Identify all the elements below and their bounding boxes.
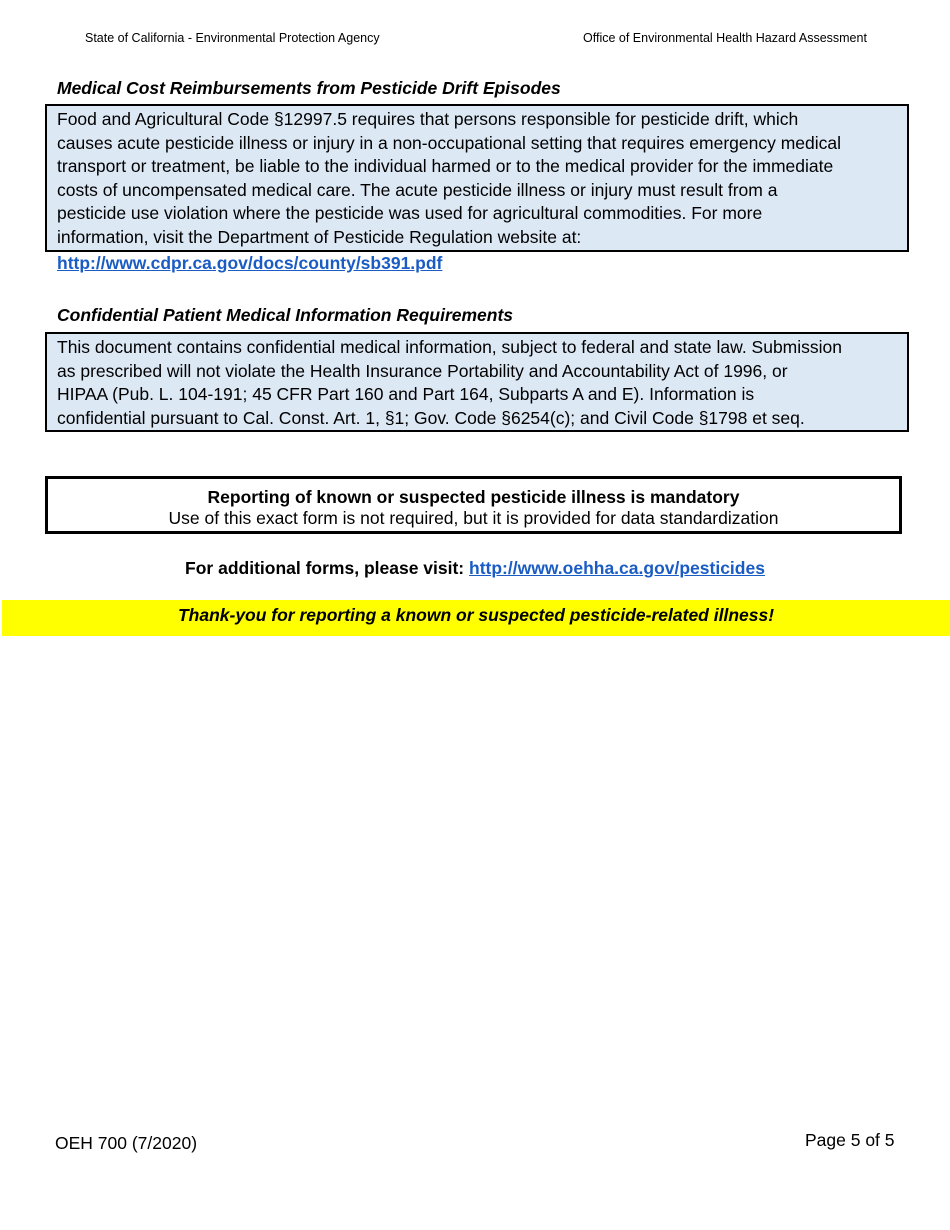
mandatory-subtitle: Use of this exact form is not required, but it is provided for data standardization bbox=[168, 508, 779, 528]
drift-section-title: Medical Cost Reimbursements from Pesticide Drift Episodes bbox=[57, 78, 561, 98]
confidential-section-title: Confidential Patient Medical Information Requirements bbox=[57, 305, 514, 325]
drift-line: costs of uncompensated medical care. The acute pesticide illness or injury must result from a bbox=[57, 179, 778, 200]
drift-info-box bbox=[45, 104, 909, 252]
page-number: Page 5 of 5 bbox=[805, 1130, 895, 1150]
drift-line: Food and Agricultural Code §12997.5 requires that persons responsible for pesticide drift, which bbox=[57, 109, 799, 129]
drift-line: information, visit the Department of Pesticide Regulation website at: bbox=[57, 226, 582, 247]
oehha-link[interactable]: http://www.oehha.ca.gov/pesticides bbox=[469, 558, 765, 578]
mandatory-reporting-box bbox=[45, 476, 902, 534]
additional-forms-line bbox=[0, 558, 950, 579]
confidential-line: HIPAA (Pub. L. 104-191; 45 CFR Part 160 and Part 164, Subparts A and E). Information is bbox=[57, 384, 755, 405]
form-number: OEH 700 (7/2020) bbox=[55, 1133, 198, 1153]
thank-you-banner: Thank-you for reporting a known or suspected pesticide-related illness! bbox=[2, 600, 950, 636]
header-agency: State of California - Environmental Protection Agency bbox=[85, 31, 380, 45]
header-office: Office of Environmental Health Hazard Assessment bbox=[583, 31, 867, 45]
confidential-info-box bbox=[45, 332, 909, 432]
drift-line: causes acute pesticide illness or injury in a non-occupational setting that requires emergency medical bbox=[57, 132, 842, 153]
confidential-line: This document contains confidential medical information, subject to federal and state law. Submission bbox=[57, 337, 843, 357]
mandatory-title: Reporting of known or suspected pesticide illness is mandatory bbox=[207, 487, 740, 507]
confidential-line: confidential pursuant to Cal. Const. Art. 1, §1; Gov. Code §6254(c); and Civil Code §1798 et seq. bbox=[57, 407, 805, 428]
cdpr-link[interactable]: http://www.cdpr.ca.gov/docs/county/sb391.pdf bbox=[57, 253, 443, 273]
additional-forms-label: For additional forms, please visit: bbox=[185, 558, 465, 578]
drift-line: pesticide use violation where the pesticide was used for agricultural commodities. For more bbox=[57, 203, 763, 224]
drift-line: transport or treatment, be liable to the individual harmed or to the medical provider for the immediate bbox=[57, 156, 834, 177]
confidential-line: as prescribed will not violate the Health Insurance Portability and Accountability Act of 1996, or bbox=[57, 360, 788, 381]
